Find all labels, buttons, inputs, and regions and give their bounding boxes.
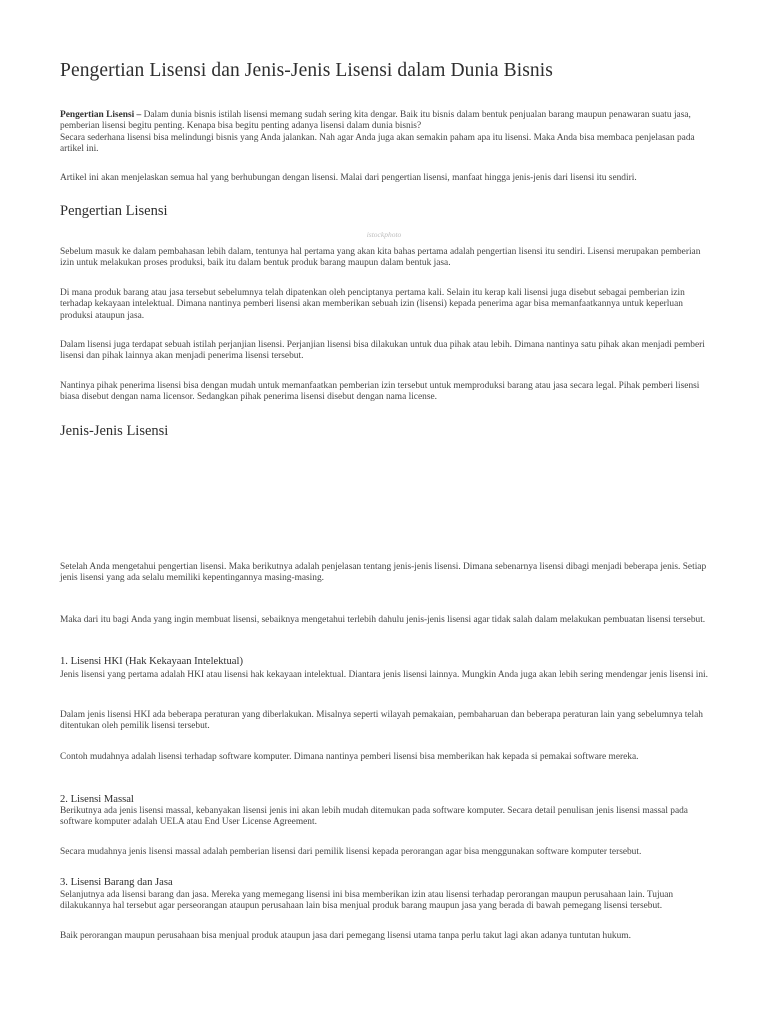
barang-paragraph-1: Selanjutnya ada lisensi barang dan jasa. Mereka yang memegang lisensi ini bisa memberikan izin atau lisensi terhadap perorangan maupun perusahaan lain. Tujuan dilakukannya hal tersebut agar perseorangan ataupun perusahaan lain bisa menjual produk barang maupun jasa yang berada di bawah pemegang lisensi tersebut. (60, 890, 674, 912)
heading-lisensi-barang-jasa: 3. Lisensi Barang dan Jasa (60, 877, 173, 888)
image-credit: istockphoto (366, 230, 402, 239)
heading-lisensi-massal: 2. Lisensi Massal (60, 794, 134, 805)
heading-lisensi-hki: 1. Lisensi HKI (Hak Kekayaan Intelektual) (60, 656, 243, 667)
hki-paragraph-1: Jenis lisensi yang pertama adalah HKI atau lisensi hak kekayaan intelektual. Diantara jenis lisensi lainnya. Mungkin Anda juga akan lebih sering mendengar jenis lisensi ini. (60, 670, 709, 680)
hki-paragraph-2: Dalam jenis lisensi HKI ada beberapa peraturan yang diberlakukan. Misalnya seperti wilayah pemakaian, pembaharuan dan beberapa peraturan lain yang sebelumnya telah ditentukan oleh pemilik lisensi tersebut. (60, 710, 703, 732)
massal-paragraph-2: Secara mudahnya jenis lisensi massal adalah pemberian lisensi dari pemilik lisensi kepada perorangan agar bisa menggunakan software komputer tersebut. (60, 847, 642, 857)
intro-lead: Pengertian Lisensi – (60, 110, 142, 120)
pengertian-paragraph-2: Di mana produk barang atau jasa tersebut sebelumnya telah dipatenkan oleh penciptanya pertama kali. Selain itu kerap kali lisensi juga disebut sebagai pemberian izin terhadap kekayaan intelektual. Dimana nantinya pemberi lisensi akan memberikan sebuah izin (lisensi) kepada penerima agar bisa memanfaatkannya untuk keperluan produksi ataupun jasa. (60, 288, 685, 321)
barang-paragraph-2: Baik perorangan maupun perusahaan bisa menjual produk ataupun jasa dari pemegang lisensi utama tanpa perlu takut lagi akan adanya tuntutan hukum. (60, 931, 631, 941)
section-heading-jenis: Jenis-Jenis Lisensi (60, 423, 169, 439)
pengertian-paragraph-4: Nantinya pihak penerima lisensi bisa dengan mudah untuk memanfaatkan pemberian izin tersebut untuk memproduksi barang atau jasa secara legal. Pihak pemberi lisensi biasa disebut dengan nama licensor. Sedangkan pihak penerima lisensi disebut dengan nama license. (60, 381, 700, 403)
intro-paragraph (60, 110, 712, 156)
jenis-paragraph-2: Maka dari itu bagi Anda yang ingin membuat lisensi, sebaiknya mengetahui terlebih dahulu jenis-jenis lisensi agar tidak salah dalam melakukan pembuatan lisensi tersebut. (60, 615, 706, 625)
jenis-paragraph-1: Setelah Anda mengetahui pengertian lisensi. Maka berikutnya adalah penjelasan tentang jenis-jenis lisensi. Dimana sebenarnya lisensi dibagi menjadi beberapa jenis. Setiap jenis lisensi yang ada selalu memiliki kepentingannya masing-masing. (60, 562, 707, 584)
massal-paragraph-1: Berikutnya ada jenis lisensi massal, kebanyakan lisensi jenis ini akan lebih mudah ditemukan pada software komputer. Secara detail penulisan jenis lisensi massal pada software komputer adalah UELA atau End User License Agreement. (60, 806, 688, 828)
page-title: Pengertian Lisensi dan Jenis-Jenis Lisensi dalam Dunia Bisnis (60, 60, 553, 81)
intro-text-2: Secara sederhana lisensi bisa melindungi bisnis yang Anda jalankan. Nah agar Anda juga akan semakin paham apa itu lisensi. Maka Anda bisa membaca penjelasan pada artikel ini. (60, 132, 695, 155)
article-paragraph: Artikel ini akan menjelaskan semua hal yang berhubungan dengan lisensi. Malai dari pengertian lisensi, manfaat hingga jenis-jenis dari lisensi itu sendiri. (60, 173, 637, 183)
pengertian-paragraph-3: Dalam lisensi juga terdapat sebuah istilah perjanjian lisensi. Perjanjian lisensi bisa dilakukan untuk dua pihak atau lebih. Dimana nantinya satu pihak akan menjadi pemberi lisensi dan pihak lainnya akan menjadi penerima lisensi tersebut. (60, 340, 705, 362)
hki-paragraph-3: Contoh mudahnya adalah lisensi terhadap software komputer. Dimana nantinya pemberi lisensi bisa memberikan hak kepada si pemakai software mereka. (60, 752, 639, 762)
section-heading-pengertian: Pengertian Lisensi (60, 203, 168, 219)
intro-text-1: Dalam dunia bisnis istilah lisensi memang sudah sering kita dengar. Baik itu bisnis dalam bentuk penjualan barang maupun penawaran suatu jasa, pemberian lisensi begitu penting. Kenapa bisa begitu penting adanya lisensi dalam dunia bisnis? (60, 110, 691, 132)
pengertian-paragraph-1: Sebelum masuk ke dalam pembahasan lebih dalam, tentunya hal pertama yang akan kita bahas pertama adalah pengertian lisensi itu sendiri. Lisensi merupakan pemberian izin untuk melakukan proses produksi, baik itu dalam bentuk produk barang maupun dalam bentuk jasa. (60, 247, 701, 269)
